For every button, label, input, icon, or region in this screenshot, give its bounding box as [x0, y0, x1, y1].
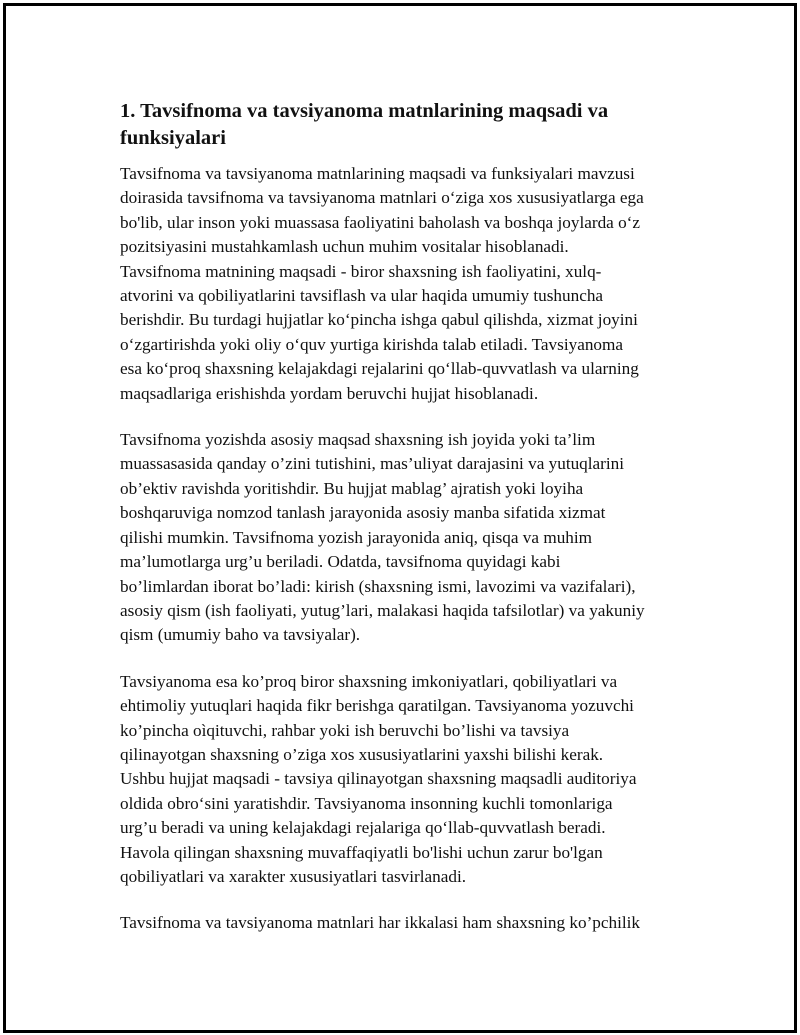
text-line: muassasasida qanday o’zini tutishini, mas’uliyat darajasini va yutuqlarini — [120, 454, 625, 474]
text-line: esa ko‘proq shaxsning kelajakdagi rejalarini qo‘llab-quvvatlash va ularning — [120, 359, 639, 379]
text-line: boshqaruviga nomzod tanlash jarayonida asosiy manba sifatida xizmat — [120, 503, 606, 523]
text-line: ehtimoliy yutuqlari haqida fikr berishga qaratilgan. Tavsiyanoma yozuvchi — [120, 696, 634, 716]
text-line: qilinayotgan shaxsning o’ziga xos xususiyatlarini yaxshi bilishi kerak. — [120, 744, 604, 764]
text-line: bo’limlardan iborat bo’ladi: kirish (shaxsning ismi, lavozimi va vazifalari), — [120, 576, 636, 596]
text-line: Tavsifnoma yozishda asosiy maqsad shaxsning ish joyida yoki ta’lim — [120, 430, 596, 450]
heading-line: 1. Tavsifnoma va tavsiyanoma matnlarining maqsadi va — [120, 100, 609, 122]
text-line: berishdir. Bu turdagi hujjatlar ko‘pincha ishga qabul qilishda, xizmat joyini — [120, 310, 638, 330]
paragraph-1 — [120, 162, 685, 406]
text-line: qilishi mumkin. Tavsifnoma yozish jarayonida aniq, qisqa va muhim — [120, 527, 593, 547]
text-line: Tavsifnoma matnining maqsadi - biror shaxsning ish faoliyatini, xulq- — [120, 261, 602, 281]
text-line: qism (umumiy baho va tavsiyalar). — [120, 625, 361, 645]
text-line: ko’pincha oìqituvchi, rahbar yoki ish beruvchi bo’lishi va tavsiya — [120, 720, 570, 740]
document-content — [120, 98, 685, 958]
text-line: pozitsiyasini mustahkamlash uchun muhim vositalar hisoblanadi. — [120, 237, 569, 257]
paragraph-4 — [120, 911, 685, 935]
text-line: urg’u beradi va uning kelajakdagi rejalariga qo‘llab-quvvatlash beradi. — [120, 818, 606, 838]
text-line: ma’lumotlarga urg’u beriladi. Odatda, tavsifnoma quyidagi kabi — [120, 552, 561, 572]
text-line: ob’ektiv ravishda yoritishdir. Bu hujjat mablag’ ajratish yoki loyiha — [120, 478, 584, 498]
text-line: Havola qilingan shaxsning muvaffaqiyatli bo'lishi uchun zarur bo'lgan — [120, 842, 603, 862]
heading-line: funksiyalari — [120, 127, 226, 149]
text-line: Tavsifnoma va tavsiyanoma matnlarining maqsadi va funksiyalari mavzusi — [120, 164, 635, 183]
text-line: atvorini va qobiliyatlarini tavsiflash va ular haqida umumiy tushuncha — [120, 286, 604, 306]
document-page — [3, 3, 797, 1033]
text-line: Ushbu hujjat maqsadi - tavsiya qilinayotgan shaxsning maqsadli auditoriya — [120, 769, 637, 789]
section-heading — [120, 98, 685, 152]
text-line: bo'lib, ular inson yoki muassasa faoliyatini baholash va boshqa joylarda o‘z — [120, 212, 641, 232]
text-line: maqsadlariga erishishda yordam beruvchi hujjat hisoblanadi. — [120, 383, 539, 403]
text-line: oldida obro‘sini yaratishdir. Tavsiyanoma insonning kuchli tomonlariga — [120, 793, 613, 813]
text-line: Tavsiyanoma esa ko’proq biror shaxsning imkoniyatlari, qobiliyatlari va — [120, 671, 618, 691]
text-line: asosiy qism (ish faoliyati, yutug’lari, malakasi haqida tafsilotlar) va yakuniy — [120, 600, 645, 620]
text-line: qobiliyatlari va xarakter xususiyatlari tasvirlanadi. — [120, 866, 467, 886]
paragraph-2 — [120, 428, 685, 648]
text-line: Tavsifnoma va tavsiyanoma matnlari har ikkalasi ham shaxsning ko’pchilik — [120, 913, 641, 933]
paragraph-3 — [120, 670, 685, 890]
text-line: doirasida tavsifnoma va tavsiyanoma matnlari o‘ziga xos xususiyatlarga ega — [120, 188, 644, 208]
text-line: o‘zgartirishda yoki oliy o‘quv yurtiga kirishda talab etiladi. Tavsiyanoma — [120, 334, 624, 354]
